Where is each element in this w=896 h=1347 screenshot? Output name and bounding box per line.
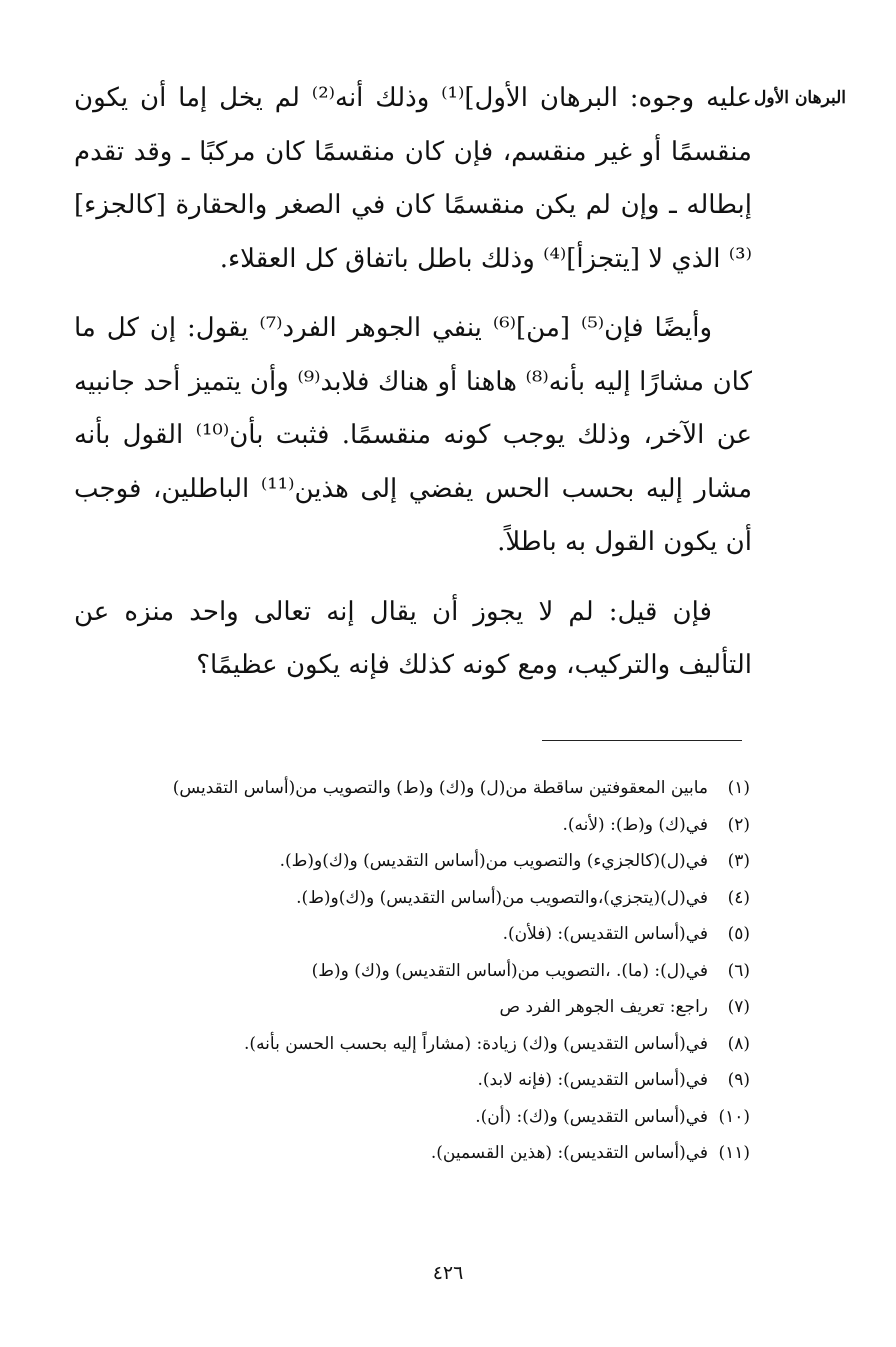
footnote-text: راجع: تعريف الجوهر الفرد ص [499,997,708,1017]
footnote-number: (٣) [727,851,750,871]
footnote-text: في(أساس التقديس) و(ك) زيادة: (مشاراً إليه بحسب الحسن بأنه). [244,1033,708,1054]
footnote-text: في(ل)(كالجزيء) والتصويب من(أساس التقديس) و(ك)و(ط). [279,851,708,871]
footnote-text: في(ك) و(ط): (لأنه). [562,814,708,835]
footnote-text: في(أساس التقديس) و(ك): (أن). [475,1106,708,1127]
paragraph-2: وأيضًا فإن⁽⁵⁾ [من]⁽⁶⁾ ينفي الجوهر الفرد⁽⁷⁾ يقول: إن كل ما كان مشارًا إليه بأنه⁽⁸⁾ هاهنا أو هناك فلابد⁽⁹⁾ وأن يتميز أحد جانبيه عن الآخر، وذلك يوجب كونه منقسمًا. فثبت بأن⁽¹⁰⁾ القول بأنه مشار إليه بحسب الحس يفضي إلى هذين⁽¹¹⁾ الباطلين، فوجب أن يكون القول به باطلاً. [74,313,753,557]
page-number: ٤٢٦ [432,1262,464,1284]
paragraph-3: فإن قيل: لم لا يجوز أن يقال إنه تعالى واحد منزه عن التأليف والتركيب، ومع كونه كذلك فإنه يكون عظيمًا؟ [74,596,752,680]
footnote-number: (٤) [727,887,750,908]
footnote-number: (٧) [727,997,750,1017]
footnote-text: في(أساس التقديس): (فإنه لابد). [477,1070,708,1090]
footnote-6 [90,953,750,990]
margin-heading: البرهان الأول [754,88,846,108]
footnote-1 [90,770,750,807]
footnote-number: (٨) [727,1033,750,1054]
footnote-number: (١٠) [718,1106,750,1127]
footnote-2 [90,807,750,844]
footnote-11 [90,1135,750,1172]
footnote-text: مابين المعقوفتين ساقطة من(ل) و(ك) و(ط) والتصويب من(أساس التقديس) [172,778,708,798]
paragraph-1: عليه وجوه: البرهان الأول]⁽¹⁾ وذلك أنه⁽²⁾ لم يخل إما أن يكون منقسمًا أو غير منقسم، فإن كان منقسمًا كان مركبًا ـ وقد تقدم إبطاله ـ وإن لم يكن منقسمًا كان في الصغر والحقارة [كالجزء]⁽³⁾ الذي لا [يتجزأ]⁽⁴⁾ وذلك باطل باتفاق كل العقلاء. [74,83,753,274]
footnote-10 [90,1099,750,1136]
footnote-separator [542,740,742,741]
footnote-text: في(أساس التقديس): (هذين القسمين). [430,1143,708,1163]
footnote-7 [90,989,750,1026]
footnote-3 [90,843,750,880]
footnote-text: في(ل)(يتجزي)،والتصويب من(أساس التقديس) و(ك)و(ط). [296,887,708,908]
footnote-text: في(ل): (ما). ،التصويب من(أساس التقديس) و(ك) و(ط) [311,960,708,981]
footnote-number: (٥) [727,924,750,944]
footnote-text: في(أساس التقديس): (فلأن). [502,924,708,944]
footnote-number: (٢) [727,814,750,835]
footnote-number: (٩) [727,1070,750,1090]
footnote-number: (١١) [718,1143,750,1163]
footnotes-list [90,770,750,1172]
footnote-9 [90,1062,750,1099]
footnote-number: (٦) [727,960,750,981]
footnote-number: (١) [727,778,750,798]
footnote-4 [90,880,750,917]
main-text [74,72,752,693]
footnote-5 [90,916,750,953]
footnote-8 [90,1026,750,1063]
